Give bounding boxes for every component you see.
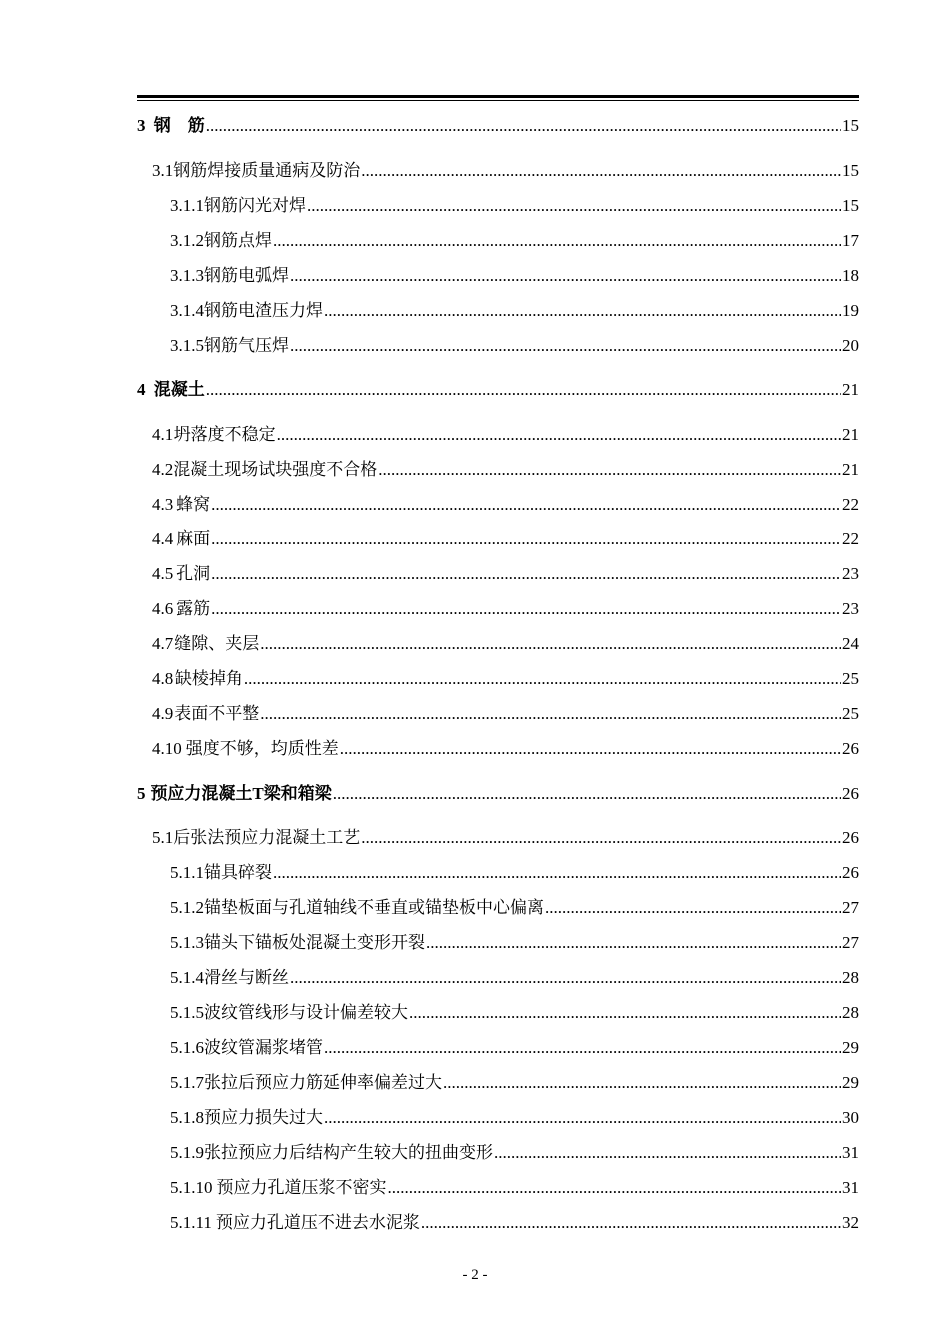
- toc-entry-title: 张拉预应力后结构产生较大的扭曲变形: [204, 1143, 493, 1162]
- toc-entry[interactable]: [170, 1177, 859, 1199]
- toc-entry-number: 5.1.4: [170, 968, 204, 987]
- toc-entry-title: 混凝土: [153, 380, 205, 399]
- toc-entry-title: 锚具碎裂: [204, 863, 272, 882]
- toc-entry[interactable]: [170, 195, 859, 217]
- toc-entry-page-number: 21: [842, 380, 859, 399]
- toc-entry-number: 5: [137, 784, 146, 803]
- toc-entry-page-number: 19: [842, 301, 859, 320]
- toc-entry[interactable]: [137, 115, 859, 137]
- toc-entry-page-number: 27: [842, 933, 859, 952]
- toc-entry-title: 钢筋点焊: [204, 231, 272, 250]
- toc-entry-title: 滑丝与断丝: [204, 968, 289, 987]
- toc-entry-number: 5.1.11: [170, 1213, 212, 1232]
- toc-entry[interactable]: [152, 528, 859, 550]
- toc-entry[interactable]: [170, 1037, 859, 1059]
- toc-entry-number: 3.1.4: [170, 301, 204, 320]
- toc-entry-title: 预应力混凝土T梁和箱梁: [150, 784, 332, 803]
- toc-entry-title: 钢 筋: [153, 116, 205, 135]
- toc-entry[interactable]: [152, 459, 859, 481]
- toc-entry-page-number: 23: [842, 564, 859, 583]
- toc-entry[interactable]: [170, 300, 859, 322]
- toc-dot-leader: [307, 195, 841, 217]
- toc-entry-page-number: 25: [842, 669, 859, 688]
- toc-dot-leader: [426, 932, 841, 954]
- toc-entry-page-number: 22: [842, 529, 859, 548]
- toc-dot-leader: [361, 827, 841, 849]
- toc-dot-leader: [324, 1037, 841, 1059]
- toc-entry-title: 麻面: [176, 529, 211, 548]
- toc-entry-title: 张拉后预应力筋延伸率偏差过大: [204, 1073, 442, 1092]
- toc-entry-number: 4.6: [152, 599, 174, 618]
- toc-entry-title: 后张法预应力混凝土工艺: [173, 828, 361, 847]
- toc-entry[interactable]: [152, 563, 859, 585]
- toc-entry[interactable]: [152, 827, 859, 849]
- toc-entry-title: 锚垫板面与孔道轴线不垂直或锚垫板中心偏离: [204, 898, 544, 917]
- toc-entry-number: 5.1.2: [170, 898, 204, 917]
- toc-entry[interactable]: [170, 932, 859, 954]
- toc-entry[interactable]: [152, 424, 859, 446]
- toc-dot-leader: [206, 115, 841, 137]
- toc-entry-title: 强度不够，均质性差: [185, 739, 339, 758]
- toc-entry-title: 混凝土现场试块强度不合格: [173, 460, 378, 479]
- toc-entry-number: 5.1.9: [170, 1143, 204, 1162]
- toc-entry-page-number: 30: [842, 1108, 859, 1127]
- toc-entry-page-number: 32: [842, 1213, 859, 1232]
- toc-entry-number: 5.1: [152, 828, 174, 847]
- toc-entry-page-number: 26: [842, 739, 859, 758]
- toc-dot-leader: [324, 1107, 841, 1129]
- toc-entry-title: 钢筋电渣压力焊: [204, 301, 323, 320]
- toc-entry-page-number: 18: [842, 266, 859, 285]
- toc-entry-page-number: 26: [842, 828, 859, 847]
- toc-entry-title: 预应力孔道压浆不密实: [216, 1178, 387, 1197]
- toc-entry[interactable]: [152, 494, 859, 516]
- toc-entry[interactable]: [152, 598, 859, 620]
- toc-entry-title: 钢筋焊接质量通病及防治: [173, 161, 361, 180]
- toc-entry-title: 波纹管线形与设计偏差较大: [204, 1003, 408, 1022]
- toc-entry-title: 表面不平整: [174, 704, 260, 723]
- toc-entry-page-number: 15: [842, 196, 859, 215]
- toc-entry-page-number: 17: [842, 231, 859, 250]
- toc-entry-title: 钢筋气压焊: [204, 336, 289, 355]
- toc-dot-leader: [340, 738, 841, 760]
- toc-entry-number: 3.1.1: [170, 196, 204, 215]
- toc-entry-title: 露筋: [176, 599, 211, 618]
- toc-dot-leader: [443, 1072, 841, 1094]
- toc-entry-title: 坍落度不稳定: [173, 425, 276, 444]
- toc-entry-page-number: 26: [842, 784, 859, 803]
- toc-entry[interactable]: [170, 335, 859, 357]
- toc-entry-page-number: 20: [842, 336, 859, 355]
- toc-entry-page-number: 28: [842, 1003, 859, 1022]
- toc-dot-leader: [211, 528, 841, 550]
- toc-dot-leader: [273, 862, 841, 884]
- toc-entry-page-number: 24: [842, 634, 859, 653]
- toc-entry-number: 4.5: [152, 564, 174, 583]
- toc-entry-title: 波纹管漏浆堵管: [204, 1038, 323, 1057]
- toc-entry[interactable]: [170, 1002, 859, 1024]
- toc-entry[interactable]: [152, 738, 859, 760]
- toc-entry-number: 4: [137, 380, 146, 399]
- toc-entry[interactable]: [137, 783, 859, 805]
- header-rule: [137, 95, 859, 102]
- toc-entry-number: 4.3: [152, 495, 174, 514]
- toc-dot-leader: [273, 230, 841, 252]
- toc-entry-number: 5.1.3: [170, 933, 204, 952]
- toc-entry-number: 4.9: [152, 704, 174, 723]
- toc-entry-page-number: 29: [842, 1038, 859, 1057]
- toc-dot-leader: [494, 1142, 841, 1164]
- toc-dot-leader: [290, 335, 841, 357]
- toc-entry-number: 5.1.10: [170, 1178, 213, 1197]
- toc-entry-number: 5.1.8: [170, 1108, 204, 1127]
- toc-dot-leader: [545, 897, 841, 919]
- toc-entry[interactable]: [137, 379, 859, 401]
- toc-entry[interactable]: [152, 633, 859, 655]
- header-rule-thin: [137, 100, 859, 101]
- toc-dot-leader: [361, 160, 841, 182]
- toc-entry-title: 预应力损失过大: [204, 1108, 323, 1127]
- toc-entry-title: 钢筋电弧焊: [204, 266, 289, 285]
- toc-entry-number: 3.1.3: [170, 266, 204, 285]
- toc-dot-leader: [277, 424, 841, 446]
- toc-entry-number: 3.1: [152, 161, 174, 180]
- toc-entry[interactable]: [152, 160, 859, 182]
- toc-entry-page-number: 31: [842, 1178, 859, 1197]
- toc-dot-leader: [421, 1212, 841, 1234]
- toc-entry[interactable]: [170, 1212, 859, 1234]
- toc-dot-leader: [409, 1002, 841, 1024]
- toc-entry-number: 4.8: [152, 669, 174, 688]
- toc-entry[interactable]: [170, 967, 859, 989]
- toc-entry-title: 缺棱掉角: [174, 669, 243, 688]
- toc-entry[interactable]: [170, 230, 859, 252]
- toc-entry-number: 4.10: [152, 739, 182, 758]
- toc-entry-number: 3.1.5: [170, 336, 204, 355]
- toc-entry-number: 4.7: [152, 634, 174, 653]
- toc-entry-number: 3.1.2: [170, 231, 204, 250]
- toc-entry-page-number: 21: [842, 425, 859, 444]
- toc-entry-page-number: 15: [842, 116, 859, 135]
- toc-entry-number: 4.4: [152, 529, 174, 548]
- toc-dot-leader: [211, 598, 841, 620]
- toc-entry[interactable]: [170, 1107, 859, 1129]
- toc-entry-number: 4.1: [152, 425, 174, 444]
- toc-entry[interactable]: [170, 265, 859, 287]
- toc-entry[interactable]: [170, 1142, 859, 1164]
- toc-dot-leader: [244, 668, 841, 690]
- toc-entry[interactable]: [170, 862, 859, 884]
- toc-dot-leader: [260, 703, 841, 725]
- toc-entry-title: 钢筋闪光对焊: [204, 196, 306, 215]
- page-number: - 2 -: [462, 1267, 488, 1283]
- toc-entry-number: 5.1.7: [170, 1073, 204, 1092]
- toc-dot-leader: [260, 633, 841, 655]
- toc-entry-title: 锚头下锚板处混凝土变形开裂: [204, 933, 425, 952]
- toc-dot-leader: [378, 459, 841, 481]
- toc-entry-page-number: 27: [842, 898, 859, 917]
- toc-entry[interactable]: [152, 703, 859, 725]
- toc-entry-title: 孔洞: [176, 564, 211, 583]
- toc-entry-number: 3: [137, 116, 146, 135]
- header-rule-thick: [137, 95, 859, 98]
- toc-entry-number: 5.1.5: [170, 1003, 204, 1022]
- toc-entry-number: 4.2: [152, 460, 174, 479]
- toc-dot-leader: [211, 563, 841, 585]
- toc-entry-page-number: 28: [842, 968, 859, 987]
- toc-dot-leader: [206, 379, 841, 401]
- toc-dot-leader: [333, 783, 841, 805]
- toc-entry-number: 5.1.1: [170, 863, 204, 882]
- toc-entry[interactable]: [170, 1072, 859, 1094]
- toc-entry-number: 5.1.6: [170, 1038, 204, 1057]
- toc-entry-page-number: 29: [842, 1073, 859, 1092]
- toc-dot-leader: [290, 265, 841, 287]
- toc-entry-page-number: 21: [842, 460, 859, 479]
- toc-entry-page-number: 31: [842, 1143, 859, 1162]
- toc-entry-title: 蜂窝: [176, 495, 211, 514]
- toc-entry[interactable]: [170, 897, 859, 919]
- toc-entry-page-number: 25: [842, 704, 859, 723]
- toc-entry-page-number: 15: [842, 161, 859, 180]
- toc-entry[interactable]: [152, 668, 859, 690]
- toc-entry-page-number: 22: [842, 495, 859, 514]
- toc-dot-leader: [324, 300, 841, 322]
- toc-entry-title: 预应力孔道压不进去水泥浆: [215, 1213, 420, 1232]
- toc-dot-leader: [211, 494, 841, 516]
- toc-entry-page-number: 23: [842, 599, 859, 618]
- toc-dot-leader: [388, 1177, 842, 1199]
- toc-dot-leader: [290, 967, 841, 989]
- toc-entry-page-number: 26: [842, 863, 859, 882]
- toc-entry-title: 缝隙、夹层: [174, 634, 260, 653]
